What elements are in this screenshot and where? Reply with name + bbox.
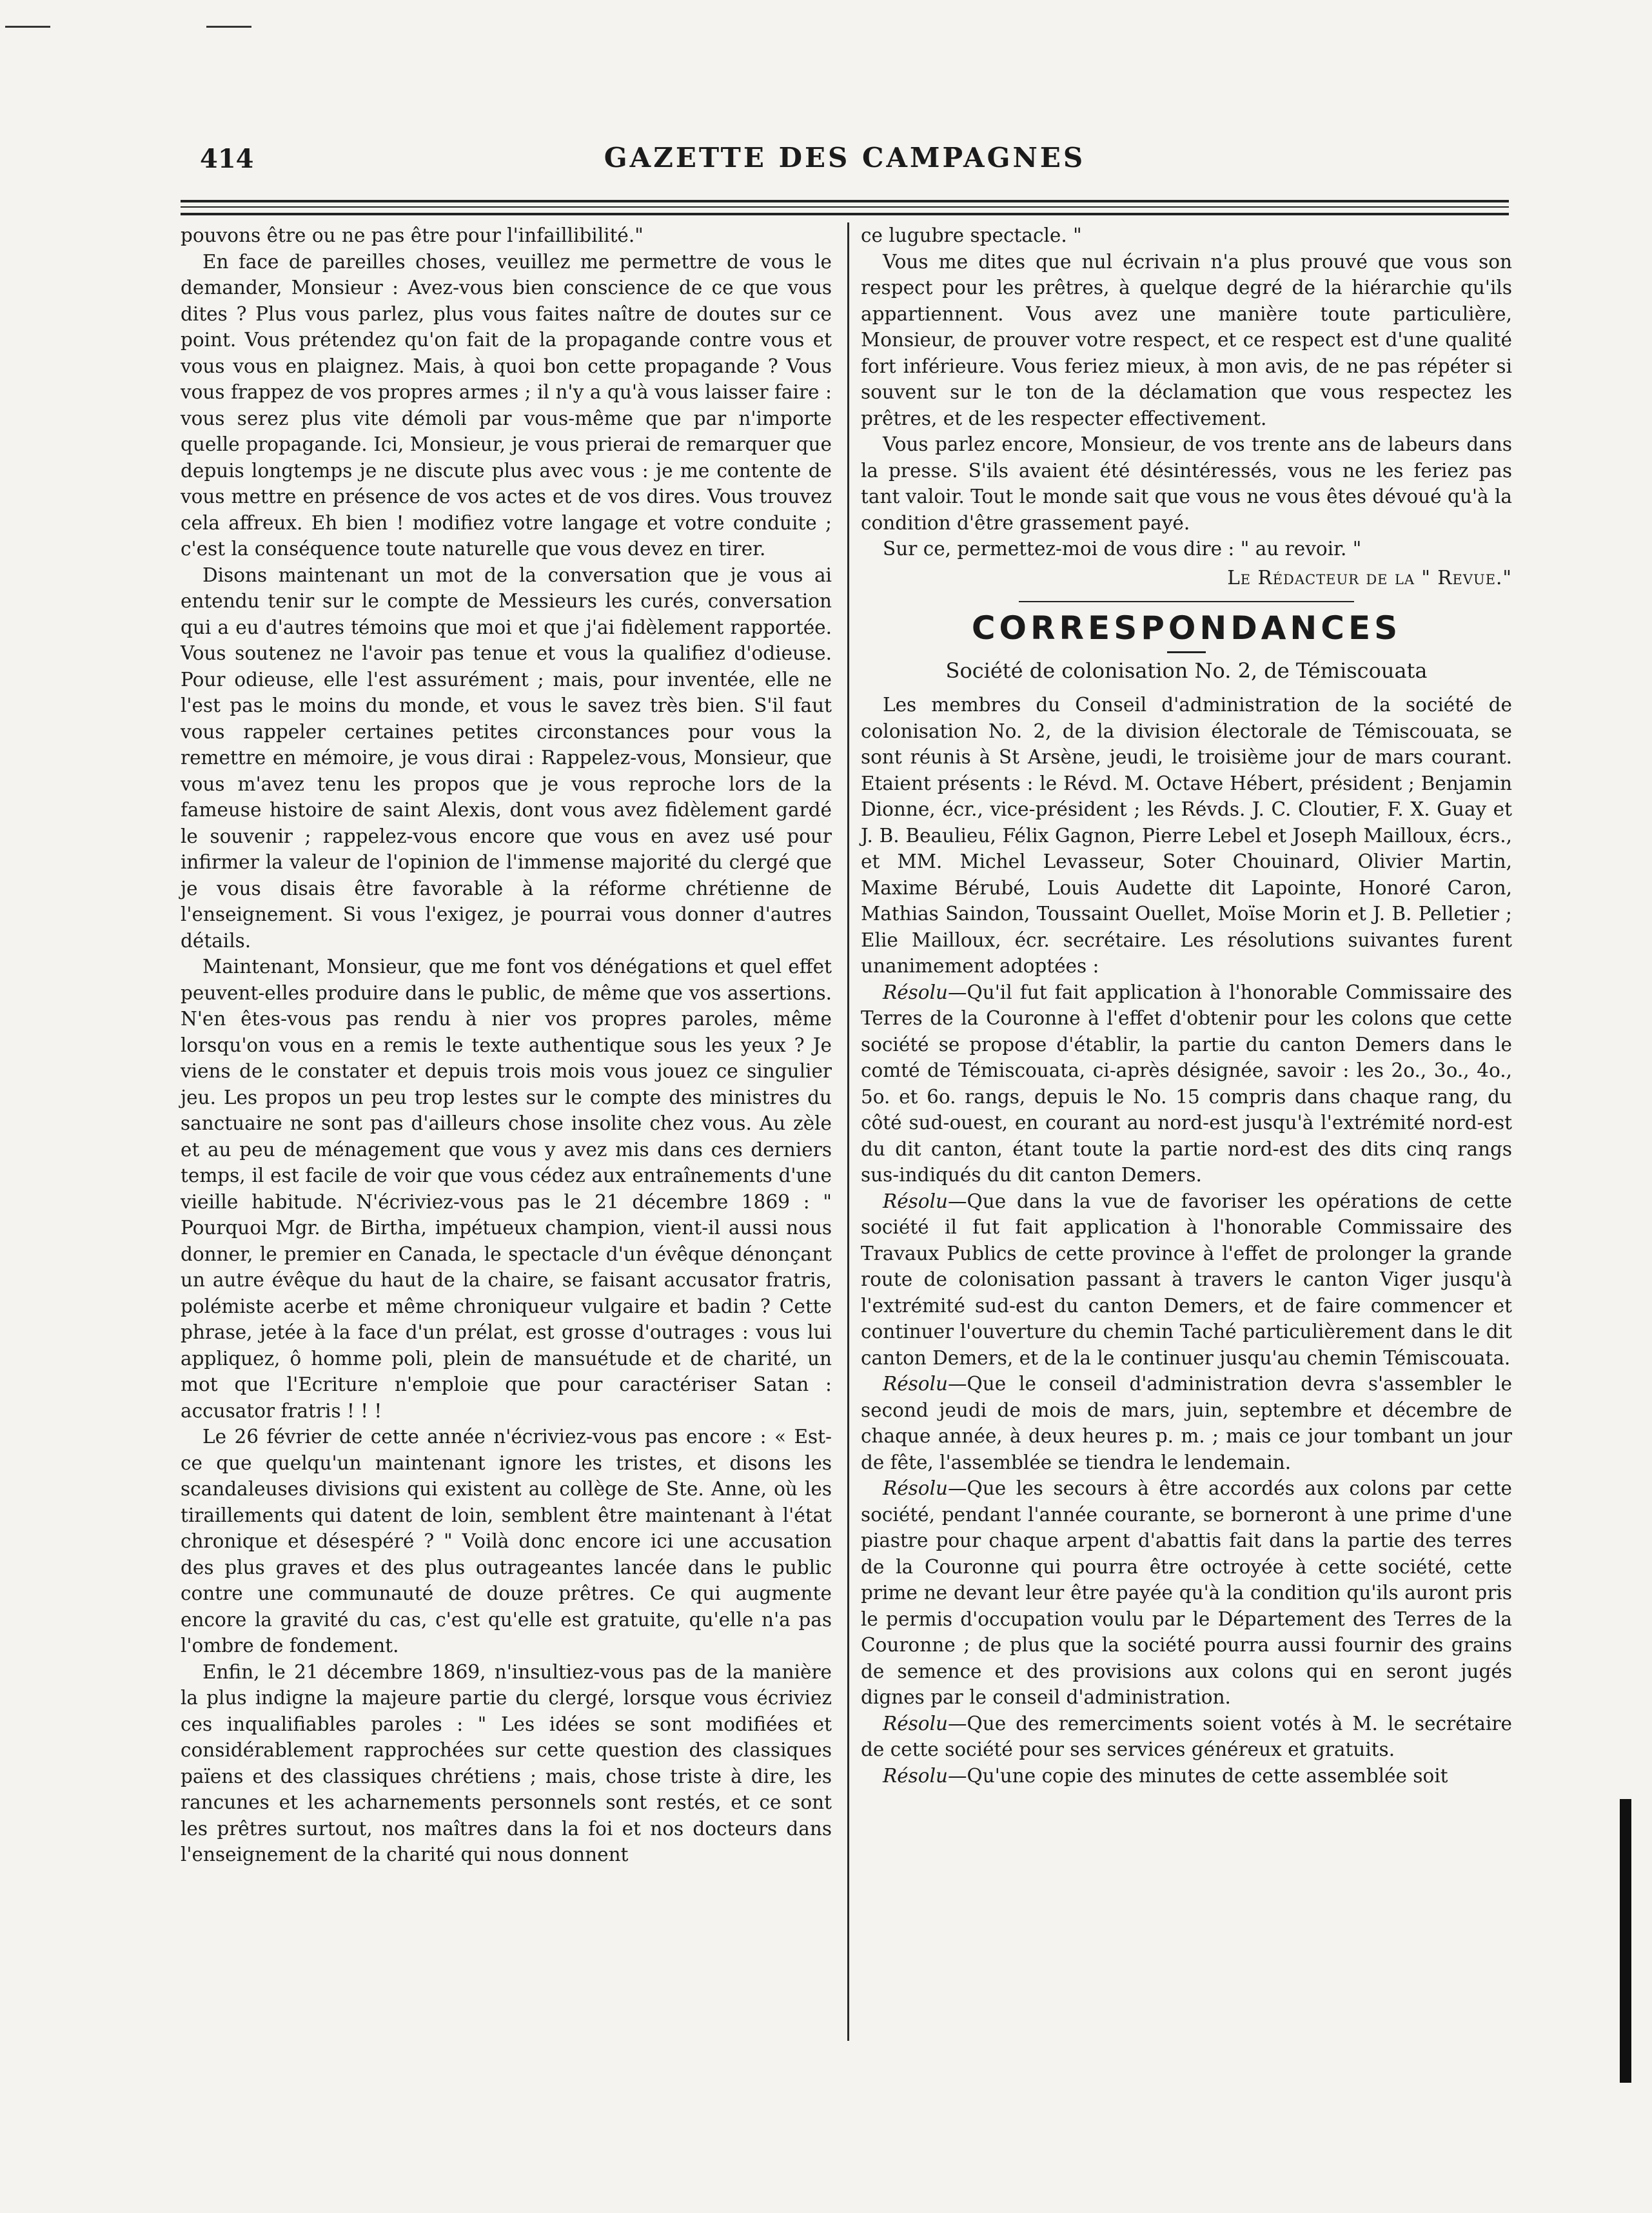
paragraph: Vous parlez encore, Monsieur, de vos trente ans de labeurs dans la presse. S'ils avaient été désintéressés, vous ne les feriez pas tant valoir. Tout le monde sait que vous ne vous êtes dévoué qu'à la condition d'être grassement payé. (861, 433, 1512, 534)
paragraph: Sur ce, permettez-moi de vous dire : " au revoir. " (883, 538, 1362, 560)
article-columns (181, 222, 1512, 2041)
section-subheading: Société de colonisation No. 2, de Témiscouata (945, 658, 1428, 683)
paragraph: Maintenant, Monsieur, que me font vos dénégations et quel effet peuvent-elles produire dans le public, de même que vos assertions. N'en êtes-vous pas rendu à nier vos propres paroles, même lorsqu'on vous en a remis le texte authentique sous les yeux ? Je viens de le constater et depuis trois mois vous jouez ce singulier jeu. Les propos un peu trop lestes sur le compte des ministres du sanctuaire ne sont pas d'ailleurs chose insolite chez vous. Au zèle et au peu de ménagement que vous y avez mis dans ces derniers temps, il est facile de voir que vous cédez aux entraînements d'une vieille habitude. N'écriviez-vous pas le 21 décembre 1869 : " Pourquoi Mgr. de Birtha, impétueux champion, vient-il aussi nous donner, le premier en Canada, le spectacle d'un évêque dénonçant un autre évêque du haut de la chaire, se faisant accusator fratris, polémiste acerbe et même chroniqueur vulgaire et badin ? Cette phrase, jetée à la face d'un prélat, est grosse d'outrages : vous lui appliquez, ô homme poli, plein de mansuétude et de charité, un mot que l'Ecriture n'emploie que pour caractériser Satan : accusator fratris ! ! ! (181, 956, 832, 1422)
resolution-label: Résolu (883, 1764, 949, 1787)
paragraph: Les membres du Conseil d'administration de la société de colonisation No. 2, de la division électorale de Témiscouata, se sont réunis à St Arsène, jeudi, le troisième jour de mars courant. Etaient présents : le Révd. M. Octave Hébert, président ; Benjamin Dionne, écr., vice-président ; les Révds. J. C. Cloutier, F. X. Guay et J. B. Beaulieu, Félix Gagnon, Pierre Lebel et Joseph Mailloux, écrs., et MM. Michel Levasseur, Soter Chouinard, Olivier Martin, Maxime Bérubé, Louis Audette dit Lapointe, Honoré Caron, Mathias Saindon, Toussaint Ouellet, Moïse Morin et J. B. Pelletier ; Elie Mailloux, écr. secrétaire. Les résolutions suivantes furent unanimement adoptées : (861, 694, 1512, 977)
paragraph: ce lugubre spectacle. " (861, 224, 1082, 246)
resolution-label: Résolu (883, 1712, 949, 1735)
right-column (861, 222, 1512, 1789)
resolution (861, 1763, 1512, 1789)
paragraph: Enfin, le 21 décembre 1869, n'insultiez-vous pas de la manière la plus indigne la majeure partie du clergé, lorsque vous écriviez ces inqualifiables paroles : " Les idées se sont modifiées et considérablement rapprochées sur cette question des classiques païens et des classiques chrétiens ; mais, chose triste à dire, les rancunes et les acharnements personnels sont restés, et ce sont les prêtres surtout, nos maîtres dans la foi et nos docteurs dans l'enseignement de la charité qui nous donnent (181, 1660, 832, 1865)
paragraph: En face de pareilles choses, veuillez me permettre de vous le demander, Monsieur : Avez-vous bien conscience de ce que vous dites ? Plus vous parlez, plus vous faites naître de doutes sur ce point. Vous prétendez qu'on fait de la propagande contre vous et vous vous en plaignez. Mais, à quoi bon cette propagande ? Vous vous frappez de vos propres armes ; il n'y a qu'à vous laisser faire : vous serez plus vite démoli par vous-même que par n'importe quelle propagande. Ici, Monsieur, je vous prierai de remarquer que depuis longtemps je ne discute plus avec vous : je me contente de vous mettre en présence de vos actes et de vos dires. Vous trouvez cela affreux. Eh bien ! modifiez votre langage et votre conduite ; c'est la conséquence toute naturelle que vous devez en tirer. (181, 250, 832, 560)
resolution-label: Résolu (883, 1373, 949, 1395)
paragraph: Le 26 février de cette année n'écriviez-vous pas encore : « Est-ce que quelqu'un maintenant ignore les tristes, et disons les scandaleuses divisions qui existent au collège de Ste. Anne, où les tiraillements qui datent de loin, semblent être maintenant à l'état chronique et désespéré ? " Voilà donc encore ici une accusation des plus graves et des plus outrageantes lancée dans le public contre une communauté de douze prêtres. Ce qui augmente encore la gravité du cas, c'est qu'elle est gratuite, qu'elle n'a pas l'ombre de fondement. (181, 1426, 832, 1657)
paragraph: Disons maintenant un mot de la conversation que je vous ai entendu tenir sur le compte de Messieurs les curés, conversation qui a eu d'autres témoins que moi et que j'ai fidèlement rapportée. Vous soutenez ne l'avoir pas tenue et vous la qualifiez d'odieuse. Pour odieuse, elle l'est assurément ; mais, pour inventée, elle ne l'est pas le moins du monde, et vous le savez très bien. S'il faut vous rappeler certaines petites circonstances pour vous la remettre en mémoire, je vous dirai : Rappelez-vous, Monsieur, que vous m'avez tenu les propos que je vous reproche lors de la fameuse histoire de saint Alexis, dont vous avez fidèlement gardé le souvenir ; rappelez-vous encore que vous en avez usé pour infirmer la valeur de l'opinion de l'immense majorité du clergé que je vous disais être favorable à la réforme chrétienne de l'enseignement. Si vous l'exigez, je pourrai vous donner d'autres détails. (181, 564, 832, 952)
resolution-text: —Que les secours à être accordés aux colons par cette société, pendant l'année courante, se borneront à une prime d'une piastre pour chaque arpent d'abattis fait dans la partie des terres de la Couronne qui pourra être octroyée à cette société, cette prime ne devant leur être payée qu'à la condition qu'ils auront pris le permis d'occupation voulu par le Département des Terres de la Couronne ; de plus que la société pourra aussi fournir des grains de semence et des provisions aux colons qui en seront jugés dignes par le conseil d'administration. (861, 1477, 1512, 1708)
section-rule (1019, 601, 1354, 602)
top-edge-marks (0, 19, 1652, 39)
resolution (861, 1188, 1512, 1372)
resolution (861, 979, 1512, 1188)
header-rule (181, 200, 1509, 202)
resolution (861, 1711, 1512, 1763)
resolution-text: —Que le conseil d'administration devra s'assembler le second jeudi de mois de mars, juin, septembre et décembre de chaque année, à deux heures p. m. ; mais ce jour tombant un jour de fête, l'assemblée se tiendra le lendemain. (861, 1373, 1512, 1473)
column-divider (847, 222, 849, 2041)
resolution-text: —Qu'il fut fait application à l'honorable Commissaire des Terres de la Couronne à l'effet d'obtenir pour les colons que cette société se propose d'établir, la partie du canton Demers dans le comté de Témiscouata, ci-après désignée, savoir : les 2o., 3o., 4o., 5o. et 6o. rangs, depuis le No. 15 compris dans chaque rang, du côté sud-ouest, en courant au nord-est jusqu'à l'extrémité nord-est du dit canton, étant toute la partie nord-est des dits cinq rangs sus-indiqués du dit canton Demers. (861, 981, 1512, 1186)
editor-signature: Le Rédacteur de la " Revue." (1227, 566, 1512, 589)
resolution-label: Résolu (883, 1190, 949, 1212)
header-rule (181, 206, 1509, 208)
resolution-label: Résolu (883, 1477, 949, 1499)
margin-scan-bar (1620, 1799, 1631, 2083)
edge-mark (206, 26, 251, 28)
page-number: 414 (200, 144, 254, 174)
publication-title: GAZETTE DES CAMPAGNES (604, 142, 1086, 173)
resolution-text: —Que des remerciments soient votés à M. le secrétaire de cette société pour ses services généreux et gratuits. (861, 1712, 1512, 1760)
edge-mark (5, 26, 50, 28)
paragraph: Vous me dites que nul écrivain n'a plus prouvé que vous son respect pour les prêtres, à quelque degré de la hiérarchie qu'ils appartiennent. Vous avez une manière toute particulière, Monsieur, de prouver votre respect, et ce respect est d'une qualité fort inférieure. Vous feriez mieux, à mon avis, de ne pas répéter si souvent sur le ton de la déclamation que vous respectez les prêtres, et de les respecter effectivement. (861, 250, 1512, 429)
header-rule (181, 213, 1509, 215)
page-header (181, 139, 1509, 184)
resolution (861, 1475, 1512, 1711)
resolution-text: —Que dans la vue de favoriser les opérations de cette société il fut fait application à l'honorable Commissaire des Travaux Publics de cette province à l'effet de prolonger la grande route de colonisation passant à travers le canton Viger jusqu'à l'extrémité sud-est du canton Demers, et de faire commencer et continuer l'ouverture du chemin Taché particulièrement dans le dit canton Demers, et de la le continuer jusqu'au chemin Témiscouata. (861, 1190, 1512, 1369)
left-column (181, 222, 832, 1868)
resolution (861, 1371, 1512, 1475)
heading-dash (1167, 651, 1206, 653)
resolution-label: Résolu (883, 981, 949, 1003)
resolution-text: —Qu'une copie des minutes de cette assemblée soit (948, 1764, 1448, 1787)
section-heading: CORRESPONDANCES (971, 609, 1402, 647)
paragraph: pouvons être ou ne pas être pour l'infaillibilité." (181, 224, 644, 246)
